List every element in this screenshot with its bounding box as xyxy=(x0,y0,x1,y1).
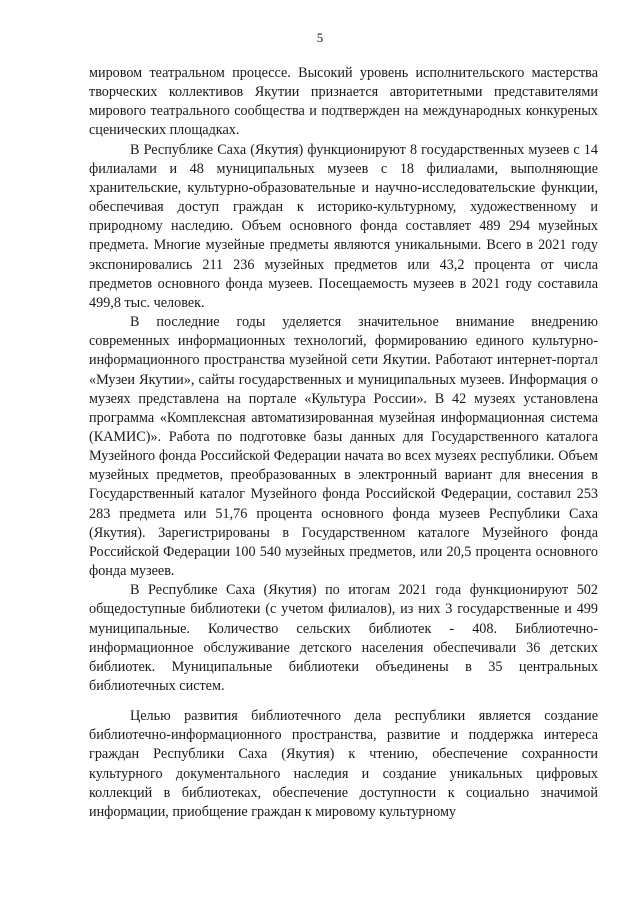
paragraph-museum-digitization: В последние годы уделяется значительное внимание внедрению современных информационных технологий, формированию единого культурно-информационного пространства музейной сети Якутии. Работают интернет-портал «Музеи Якутии», сайты государственных и муниципальных музеев. Информация о музеях представлена на портале «Культура России». В 42 музеях установлена программа «Комплексная автоматизированная музейная информационная система (КАМИС)». Работа по подготовке базы данных для Государственного каталога Музейного фонда Российской Федерации начата во всех музеях республики. Объем музейных предметов, преобразованных в электронный вариант для внесения в Государственный каталог Музейного фонда Российской Федерации, составил 253 283 предмета или 51,76 процента основного фонда музеев Республики Саха (Якутия). Зарегистрированы в Государственном каталоге Музейного фонда Российской Федерации 100 540 музейных предметов, или 20,5 процента основного фонда музеев. xyxy=(89,314,598,580)
paragraph-libraries-overview: В Республике Саха (Якутия) по итогам 2021 года функционируют 502 общедоступные библиотеки (с учетом филиалов), из них 3 государственные и 499 муниципальные. Количество сельских библиотек - 408. Библиотечно-информационное обслуживание детского населения обеспечивали 36 детских библиотек. Муниципальные библиотеки объединены в 35 центральных библиотечных систем. xyxy=(89,582,598,694)
paragraph-library-development-goal: Целью развития библиотечного дела республики является создание библиотечно-информационного пространства, развитие и поддержка интереса граждан Республики Саха (Якутия) к чтению, обеспечение сохранности культурного документального наследия и создание уникальных цифровых коллекций в библиотеках, обеспечение доступности к социально значимой информации, приобщение граждан к мировому культурному xyxy=(89,708,598,820)
paragraph-theatre-continuation: мировом театральном процессе. Высокий уровень исполнительского мастерства творческих коллективов Якутии признается авторитетными представителями мирового театрального сообщества и подтвержден на международных конкуреных сценических площадках. xyxy=(89,65,598,139)
paragraph-museums-overview: В Республике Саха (Якутия) функционируют 8 государственных музеев с 14 филиалами и 48 муниципальных музеев с 18 филиалами, выполняющие хранительские, культурно-образовательные и научно-исследовательские функции, обеспечивая доступ граждан к историко-культурному, художественному и природному наследию. Объем основного фонда составляет 489 294 музейных предмета. Многие музейные предметы являются уникальными. Всего в 2021 году экспонировались 211 236 музейных предметов или 43,2 процента от числа предметов основного фонда музеев. Посещаемость музеев в 2021 году составила 499,8 тыс. человек. xyxy=(89,141,598,311)
document-body xyxy=(89,64,598,822)
page-number: 5 xyxy=(316,30,324,45)
